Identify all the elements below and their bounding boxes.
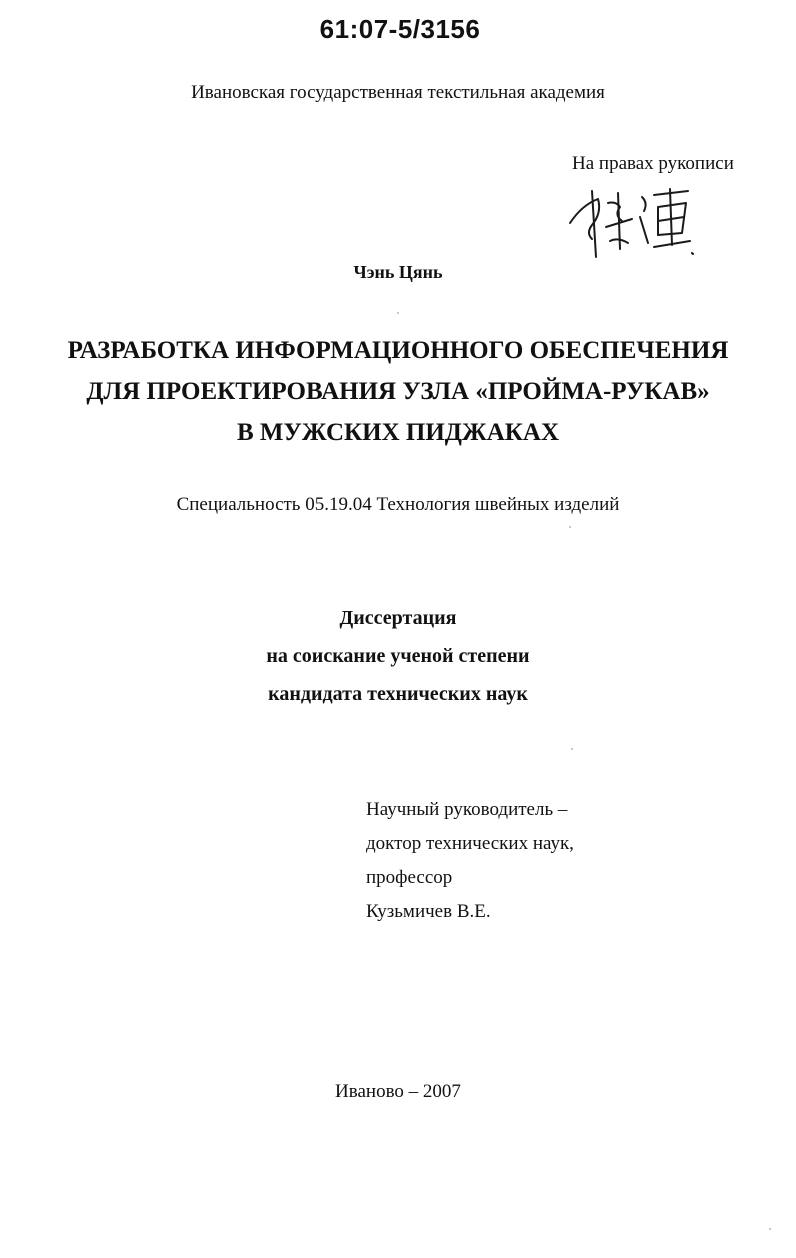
title-line: РАЗРАБОТКА ИНФОРМАЦИОННОГО ОБЕСПЕЧЕНИЯ [67, 337, 729, 364]
scan-speck [569, 526, 571, 528]
advisor-line: доктор технических наук, [366, 833, 574, 854]
scan-speck [769, 1228, 771, 1230]
dissertation-title [0, 330, 796, 453]
scan-speck [571, 748, 573, 750]
degree-line: кандидата технических наук [268, 683, 528, 705]
rights-notice: На правах рукописи [572, 153, 734, 174]
specialty-line: Специальность 05.19.04 Технология швейных изделий [176, 494, 620, 515]
title-line: ДЛЯ ПРОЕКТИРОВАНИЯ УЗЛА «ПРОЙМА-РУКАВ» [86, 378, 710, 405]
title-line: В МУЖСКИХ ПИДЖАКАХ [237, 419, 559, 446]
scan-speck [397, 312, 399, 314]
catalog-number: 61:07-5/3156 [319, 14, 481, 44]
advisor-line: профессор [366, 867, 453, 888]
advisor-line: Научный руководитель – [366, 799, 568, 820]
degree-line: Диссертация [339, 607, 457, 629]
degree-line: на соискание ученой степени [266, 645, 530, 667]
degree-block [0, 599, 796, 713]
advisor-line: Кузьмичев В.Е. [366, 901, 491, 922]
advisor-block [366, 793, 574, 929]
place-year: Иваново – 2007 [335, 1081, 461, 1102]
institution-name: Ивановская государственная текстильная академия [191, 82, 605, 103]
author-name: Чэнь Цянь [353, 262, 443, 282]
handwritten-signature [562, 183, 702, 263]
